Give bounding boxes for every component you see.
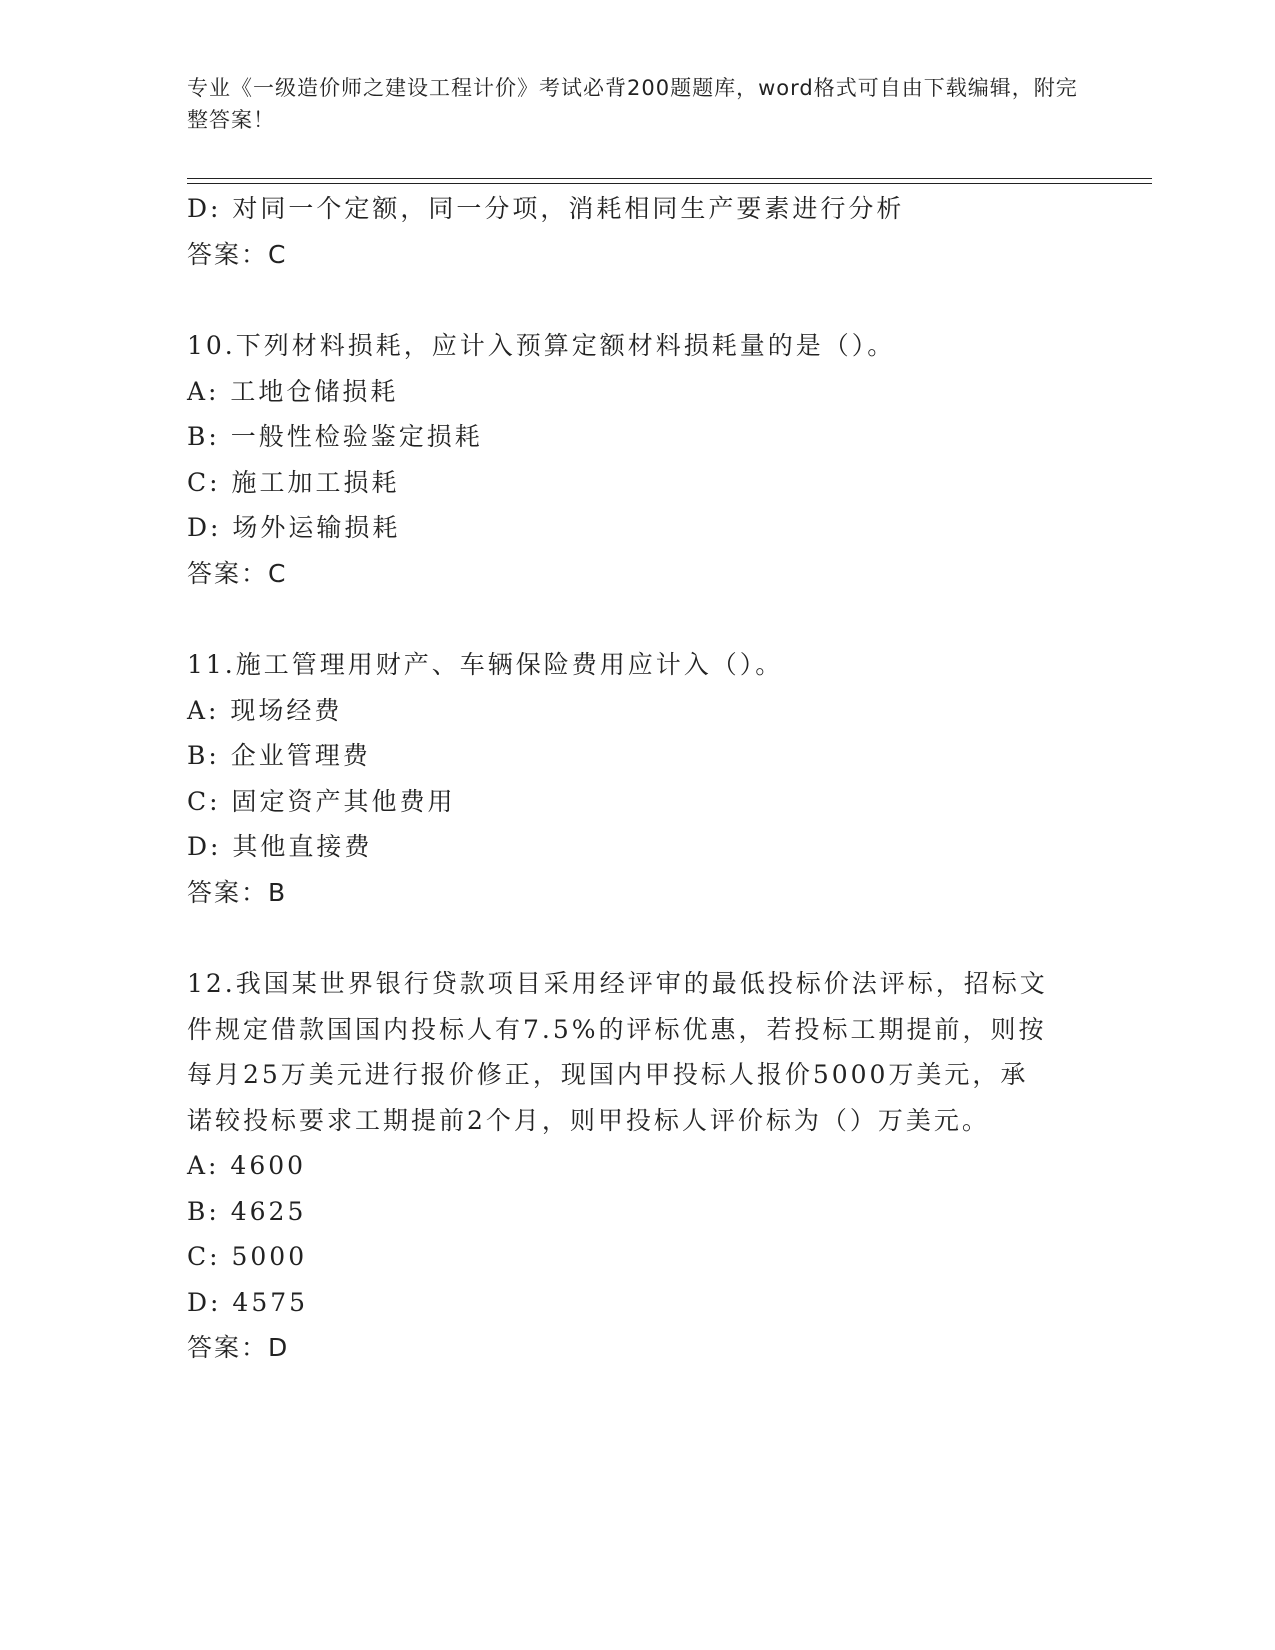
document-header: 专业《一级造价师之建设工程计价》考试必背200题题库，word格式可自由下载编辑，附完整答案！ [187, 76, 1078, 132]
option-b: B: 企业管理费 [187, 741, 371, 770]
option-a: A: 4600 [187, 1151, 307, 1180]
question-content [187, 186, 1067, 1371]
question-stem: 11.施工管理用财产、车辆保险费用应计入（）。 [187, 650, 784, 679]
question-11 [187, 642, 1067, 915]
option-d: D: 其他直接费 [187, 832, 373, 861]
answer: 答案：B [187, 877, 288, 907]
option-a: A: 现场经费 [187, 695, 343, 725]
question-stem: 10.下列材料损耗，应计入预算定额材料损耗量的是（）。 [187, 331, 896, 360]
header-double-rule [187, 178, 1152, 184]
option-b: B: 4625 [187, 1196, 307, 1226]
question-stem-line: 12.我国某世界银行贷款项目采用经评审的最低投标价法评标，招标文 [187, 969, 1048, 998]
prev-option-d: D: 对同一个定额，同一分项，消耗相同生产要素进行分析 [187, 194, 905, 223]
question-stem-line: 件规定借款国国内投标人有7.5%的评标优惠，若投标工期提前，则按 [187, 1014, 1047, 1044]
option-d: D: 场外运输损耗 [187, 513, 401, 542]
spacer [187, 596, 1067, 642]
answer: 答案：D [187, 1333, 290, 1362]
prev-answer: 答案：C [187, 239, 288, 269]
question-stem-line: 每月25万美元进行报价修正，现国内甲投标人报价5000万美元，承 [187, 1060, 1029, 1089]
spacer [187, 915, 1067, 961]
question-10 [187, 323, 1067, 596]
option-d: D: 4575 [187, 1287, 309, 1317]
option-b: B: 一般性检验鉴定损耗 [187, 422, 483, 451]
option-c: C: 固定资产其他费用 [187, 786, 456, 816]
question-12 [187, 961, 1067, 1371]
option-a: A: 工地仓储损耗 [187, 376, 399, 406]
answer: 答案：C [187, 558, 288, 588]
question-stem-line: 诺较投标要求工期提前2个月，则甲投标人评价标为（）万美元。 [187, 1105, 990, 1135]
option-c: C: 施工加工损耗 [187, 467, 400, 497]
option-c: C: 5000 [187, 1242, 308, 1271]
spacer [187, 277, 1067, 323]
